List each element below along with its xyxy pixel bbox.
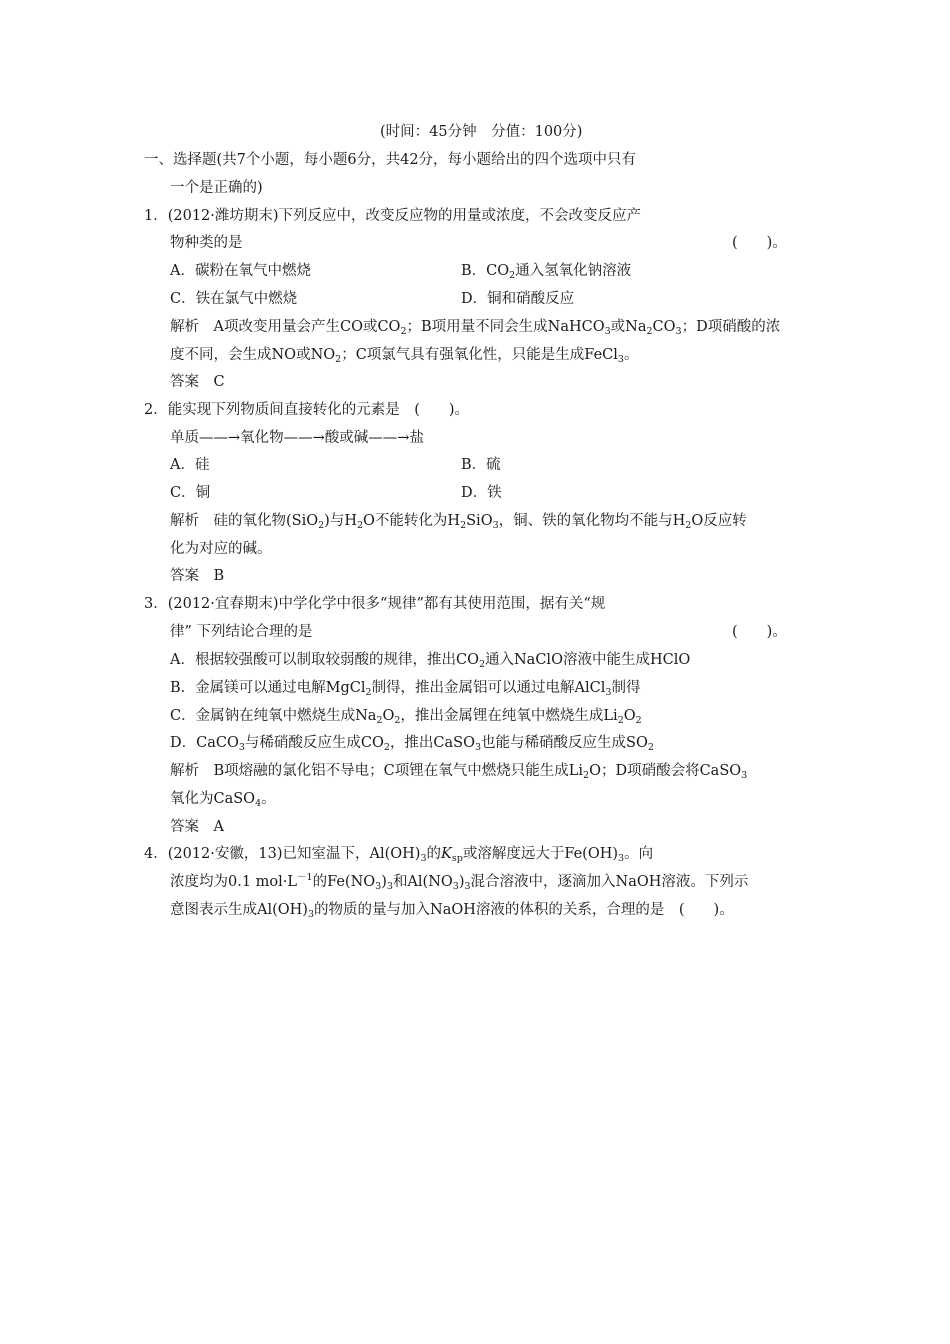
q1-option-d: D．铜和硝酸反应 [461, 291, 575, 307]
q1-analysis-line-2: 度不同，会生成NO或$NO_2$；C项氯气具有强氧化性，只能是生成FeCl$_3$。 [170, 347, 639, 365]
q2-option-a: A．硅 [170, 457, 210, 473]
q1-option-a: A．碳粉在氧气中燃烧 [170, 263, 311, 279]
q1-analysis-line-1: 解析 A项改变用量会产生CO或$CO_2$；B项用量不同会生成NaHCO$_3$或$Na_2CO_3$；D项硝酸的浓 [170, 319, 781, 337]
q2-answer: 答案 B [170, 568, 225, 584]
q2-analysis-line-1: 解析 硅的氧化物(SiO$_2$)与$H_2O$不能转化为$H_2SiO_3$，铜、铁的氧化物均不能与$H_2O$反应转 [170, 513, 747, 531]
q2-option-b: B．硫 [461, 457, 501, 473]
q4-stem-line-1: 4．(2012·安徽，13)已知室温下，$Al(OH)_3$的$K_{sp}$或溶解度远大于$Fe(OH)_3$。向 [144, 846, 654, 864]
q1-answer-bracket: ( )。 [732, 235, 787, 251]
q1-stem-line-2: 物种类的是 [170, 235, 243, 251]
q3-analysis-line-2: 氧化为CaSO$_4$。 [170, 791, 276, 809]
q3-option-c: C．金属钠在纯氧中燃烧生成$Na_2O_2$，推出金属锂在纯氧中燃烧生成$Li_2O_2$ [170, 708, 642, 726]
q3-option-b: B．金属镁可以通过电解MgCl$_2$制得，推出金属铝可以通过电解AlCl$_3$制得 [170, 680, 641, 698]
q4-stem-line-3: 意图表示生成$Al(OH)_3$的物质的量与加入NaOH溶液的体积的关系，合理的是 ( )。 [170, 902, 734, 920]
q2-option-c: C．铜 [170, 485, 211, 501]
q2-stem: 2．能实现下列物质间直接转化的元素是 ( )。 [144, 402, 470, 418]
q1-answer: 答案 C [170, 374, 225, 390]
q1-option-b: B．$CO_2$通入氢氧化钠溶液 [461, 263, 632, 281]
q3-stem-line-1: 3．(2012·宜春期末)中学化学中很多“规律”都有其使用范围，据有关“规 [144, 596, 606, 612]
q3-option-a: A．根据较强酸可以制取较弱酸的规律，推出$CO_2$通入NaClO溶液中能生成HClO [170, 652, 691, 670]
section-heading-line-2: 一个是正确的) [170, 180, 263, 196]
q3-answer: 答案 A [170, 819, 224, 835]
q4-stem-line-2: 浓度均为0.1 $mol\cdot L^{-1}$的$Fe(NO_3)_3$和$Al(NO_3)_3$混合溶液中，逐滴加入NaOH溶液。下列示 [170, 872, 749, 892]
time-score-header: (时间：45分钟 分值：100分) [380, 124, 583, 140]
q3-stem-line-2: 律” 下列结论合理的是 [170, 624, 313, 640]
q3-option-d: D．CaCO$_3$与稀硝酸反应生成$CO_2$，推出CaSO$_3$也能与稀硝酸反应生成$SO_2$ [170, 735, 654, 753]
section-heading-line-1: 一、选择题(共7个小题，每小题6分，共42分，每小题给出的四个选项中只有 [144, 152, 637, 168]
q2-conversion-chain: 单质——→氧化物——→酸或碱——→盐 [170, 430, 424, 446]
q3-analysis-line-1: 解析 B项熔融的氯化铝不导电；C项锂在氧气中燃烧只能生成$Li_2O$；D项硝酸会将CaSO$_3$ [170, 763, 748, 781]
q1-stem-line-1: 1．(2012·潍坊期末)下列反应中，改变反应物的用量或浓度，不会改变反应产 [144, 208, 642, 224]
q2-analysis-line-2: 化为对应的碱。 [170, 541, 272, 557]
q2-option-d: D．铁 [461, 485, 502, 501]
q1-option-c: C．铁在氯气中燃烧 [170, 291, 298, 307]
q3-answer-bracket: ( )。 [732, 624, 787, 640]
